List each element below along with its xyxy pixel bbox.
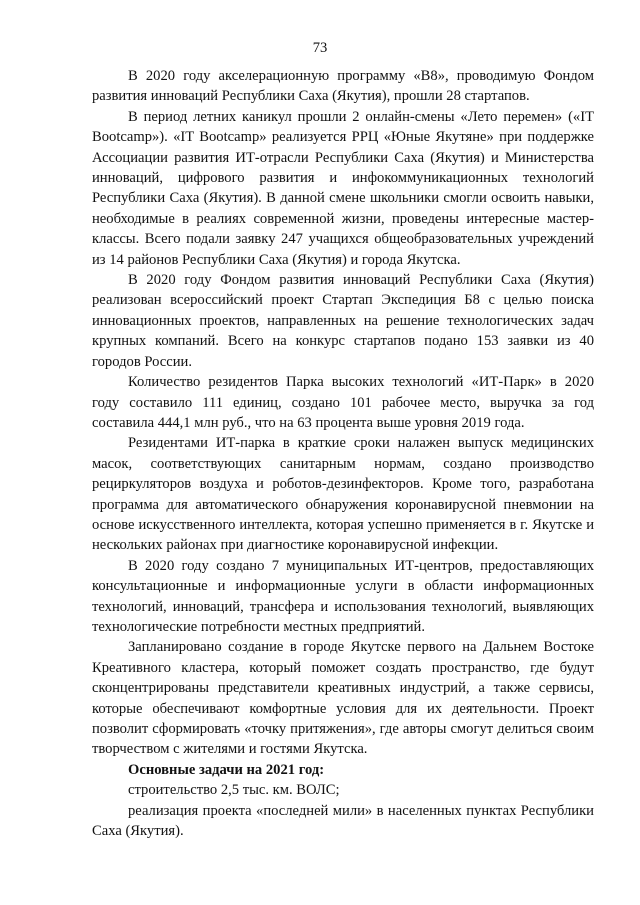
paragraph-it-bootcamp: В период летних каникул прошли 2 онлайн-смены «Лето перемен» («IT Bootcamp»). «IT Bootcamp» реализуется РРЦ «Юные Якутяне» при поддержке Ассоциации развития ИТ-отрасли Республики Саха (Якутия) и Министерства инноваций, цифрового развития и инфокоммуникационных технологий Республики Саха (Якутия). В данной смене школьники смогли освоить навыки, необходимые в реалиях современной жизни, проведены интересные мастер-классы. Всего подали заявку 247 учащихся общеобразовательных учреждений из 14 районов Республики Саха (Якутия) и города Якутска. (92, 108, 594, 268)
task-item-fiber-construction: строительство 2,5 тыс. км. ВОЛС; (128, 782, 340, 799)
paragraph-municipal-it-centers: В 2020 году создано 7 муниципальных ИТ-центров, предоставляющих консультационные и информационные услуги в области информационных технологий, инноваций, трансфера и использования технологий, выявляющих технологические потребности местных предприятий. (92, 557, 594, 635)
section-heading-tasks-2021: Основные задачи на 2021 год: (128, 761, 325, 778)
paragraph-creative-cluster: Запланировано создание в городе Якутске первого на Дальнем Востоке Креативного кластера, который поможет создать пространство, где будут сконцентрированы представители креативных индустрий, а также сервисы, которые обеспечивают комфортные условия для их деятельности. Проект позволит сформировать «точку притяжения», где авторы смогут делиться своим творчеством с жителями и гостями Якутска. (92, 639, 594, 758)
paragraph-startup-expedition: В 2020 году Фондом развития инноваций Республики Саха (Якутия) реализован всероссийский проект Стартап Экспедиция Б8 с целью поиска инновационных проектов, направленных на решение технологических задач крупных компаний. Всего на конкурс стартапов подано 153 заявки из 40 городов России. (92, 272, 594, 370)
page-number: 73 (312, 40, 328, 56)
paragraph-b8-accelerator: В 2020 году акселерационную программу «В8», проводимую Фондом развития инноваций Республики Саха (Якутия), прошли 28 стартапов. (92, 68, 594, 105)
task-item-last-mile: реализация проекта «последней мили» в населенных пунктах Республики Саха (Якутия). (92, 802, 594, 840)
paragraph-it-park-residents: Количество резидентов Парка высоких технологий «ИТ-Парк» в 2020 году составило 111 единиц, создано 101 рабочее место, выручка за год составила 444,1 млн руб., что на 63 процента выше уровня 2019 года. (92, 374, 594, 431)
body-text (92, 66, 594, 841)
paragraph-it-park-products: Резидентами ИТ-парка в краткие сроки налажен выпуск медицинских масок, соответствующих санитарным нормам, создано производство рециркуляторов воздуха и роботов-дезинфекторов. Кроме того, разработана программа для автоматического обнаружения коронавирусной пневмонии на основе искусственного интеллекта, которая успешно применяется в г. Якутске и нескольких районах при диагностике коронавирусной инфекции. (92, 435, 594, 554)
